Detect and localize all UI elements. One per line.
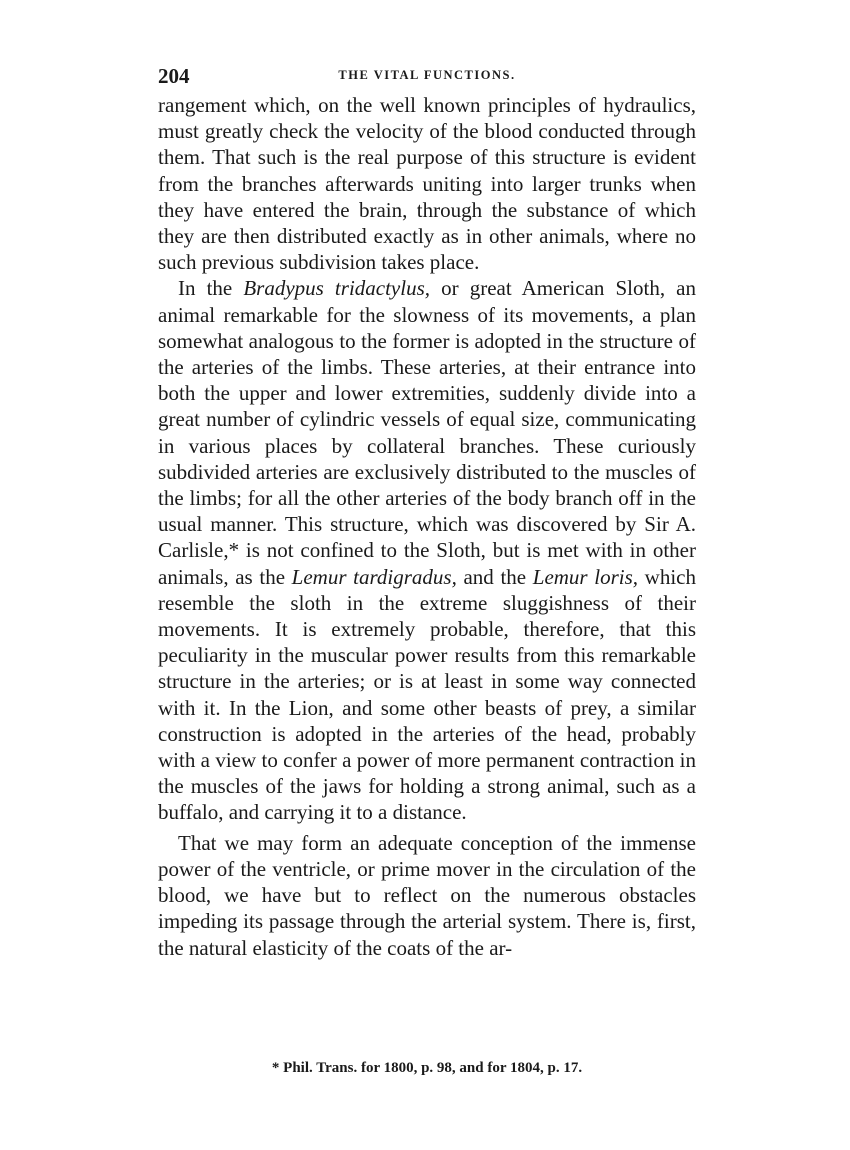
paragraph-2-text-b: or great American Sloth, an animal remarkable for the slowness of its movements, a plan somewhat analogous to the former is adopted in the structure of the arteries of the limbs. These arteries, at their entrance into both the upper and lower extremities, suddenly divide into a great number of cylindric vessels of equal size, communicating in various places by collateral branches. These curiously subdivided arteries are exclusively distributed to the muscles of the limbs; for all the other arteries of the body branch off in the usual manner. This structure, which was discovered by Sir A. Carlisle,* is not confined to the Sloth, but is met with in other animals, as the	[158, 276, 696, 589]
species-name-bradypus: Bradypus tridactylus,	[243, 276, 431, 301]
paragraph-1: rangement which, on the well known principles of hydraulics, must greatly check the velocity of the blood conducted through them. That such is the real purpose of this structure is evident from the branches afterwards uniting into larger trunks when they have entered the brain, through the substance of which they are then distributed exactly as in other animals, where no such previous subdivision takes place.	[158, 93, 696, 275]
paragraph-3: That we may form an adequate conception of the immense power of the ventricle, or prime mover in the circulation of the blood, we have but to reflect on the numerous obstacles impeding its passage through the arterial system. There is, first, the natural elasticity of the coats of the ar-	[158, 830, 696, 960]
species-name-lemur-tardigradus: Lemur tardigradus,	[291, 564, 457, 589]
paragraph-2-text-c: and the	[456, 564, 533, 589]
page-number: 204	[158, 64, 190, 88]
footnote: * Phil. Trans. for 1800, p. 98, and for 1804, p. 17.	[271, 1060, 583, 1076]
book-page	[158, 58, 697, 1076]
running-title: THE VITAL FUNCTIONS.	[338, 68, 516, 82]
paragraph-2-text-d: which resemble the sloth in the extreme sluggishness of their movements. It is extremely probable, therefore, that this peculiarity in the muscular power results from this remarkable structure in the arteries; or is at least in some way connected with it. In the Lion, and some other beasts of prey, a similar construction is adopted in the arteries of the head, probably with a view to confer a power of more permanent contraction in the muscles of the jaws for holding a strong animal, such as a buffalo, and carrying it to a distance.	[158, 564, 697, 825]
species-name-lemur-loris: Lemur loris,	[532, 564, 639, 589]
paragraph-2	[158, 275, 696, 825]
running-head	[158, 58, 696, 92]
paragraph-2-text-a: In the	[178, 276, 244, 301]
